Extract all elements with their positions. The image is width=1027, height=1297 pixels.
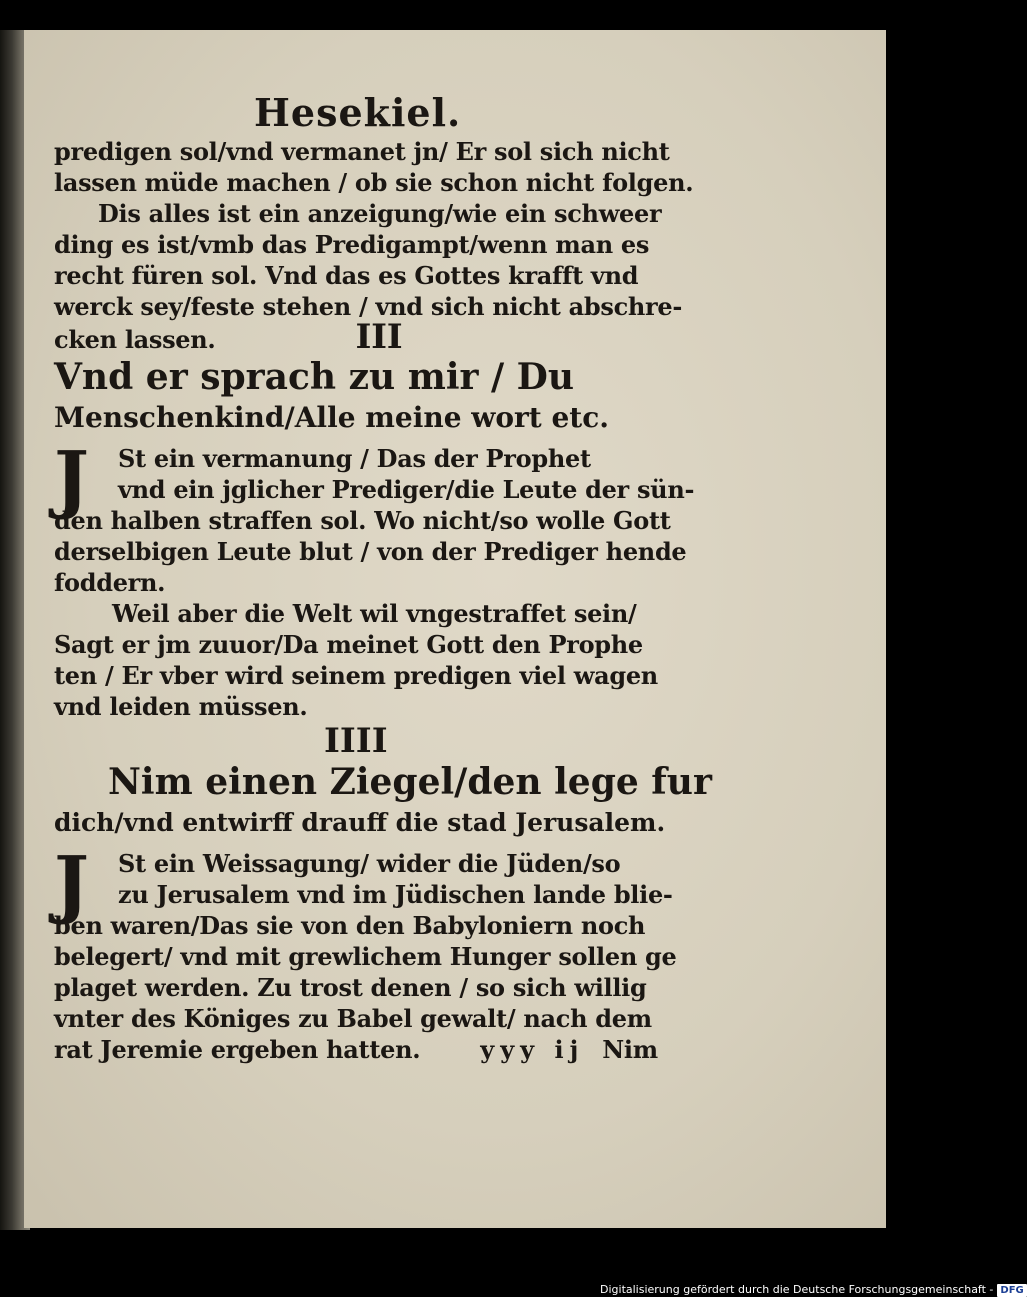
catchword: Nim: [602, 1035, 658, 1064]
text-line: zu Jerusalem vnd im Jüdischen lande blie-: [118, 880, 673, 909]
page-text-block: [54, 90, 712, 1065]
book-page: [24, 30, 886, 1228]
text-line: vnd leiden müssen.: [54, 692, 308, 721]
dfg-logo: DFG: [997, 1284, 1026, 1297]
text-line: den halben straffen sol. Wo nicht/so wolle Gott: [54, 506, 671, 535]
paragraph-3b: [54, 598, 694, 722]
text-line: plaget werden. Zu trost denen / so sich willig: [54, 973, 647, 1002]
text-line: [54, 317, 694, 357]
text-block-1: [54, 136, 694, 355]
last-line-text: rat Jeremie ergeben hatten.: [54, 1035, 421, 1064]
text-line: werck sey/feste stehen / vnd sich nicht abschre-: [54, 292, 683, 321]
text-line: lassen müde machen / ob sie schon nicht folgen.: [54, 168, 694, 197]
section-heading-4: Nim einen Ziegel/den lege fur: [108, 761, 712, 803]
text-line-last: [54, 1034, 694, 1065]
text-line: predigen sol/vnd vermanet jn/ Er sol sich nicht: [54, 137, 670, 166]
running-head: Hesekiel.: [254, 90, 462, 135]
credit-text: Digitalisierung gefördert durch die Deutsche Forschungsgemeinschaft -: [600, 1283, 994, 1296]
section-numeral-4: IIII: [324, 721, 388, 761]
text-line: foddern.: [54, 568, 166, 597]
text-line: ten / Er vber wird seinem predigen viel wagen: [54, 661, 658, 690]
paragraph-4: [54, 841, 694, 1065]
text-line: ding es ist/vmb das Predigampt/wenn man es: [54, 230, 650, 259]
drop-initial-4: J: [54, 841, 90, 927]
digitization-credit: [600, 1282, 1027, 1297]
text-line: belegert/ vnd mit grewlichem Hunger sollen ge: [54, 942, 677, 971]
section-heading-3: Vnd er sprach zu mir / Du: [54, 356, 575, 398]
text-line: St ein Weissagung/ wider die Jüden/so: [118, 849, 621, 878]
section-subheading-3: Menschenkind/Alle meine wort etc.: [54, 401, 610, 434]
drop-initial-3: J: [54, 436, 90, 522]
text-line: St ein vermanung / Das der Prophet: [118, 444, 591, 473]
text-line: derselbigen Leute blut / von der Prediger hende: [54, 537, 687, 566]
text-line: vnd ein jglicher Prediger/die Leute der sün-: [118, 475, 695, 504]
text-line: ben waren/Das sie von den Babyloniern noch: [54, 911, 646, 940]
text-line: Weil aber die Welt wil vngestraffet sein/: [112, 599, 637, 628]
section-numeral-3: III: [355, 317, 403, 357]
section-subheading-4: dich/vnd entwirff drauff die stad Jerusalem.: [54, 808, 666, 837]
text-line: Dis alles ist ein anzeigung/wie ein schweer: [98, 199, 662, 228]
paragraph-3: [54, 436, 695, 598]
text-line: Sagt er jm zuuor/Da meinet Gott den Prophe: [54, 630, 643, 659]
text-line-end: cken lassen.: [54, 325, 216, 354]
text-line: recht füren sol. Vnd das es Gottes krafft vnd: [54, 261, 639, 290]
signature-mark: yyy ij: [480, 1035, 585, 1064]
text-line: vnter des Königes zu Babel gewalt/ nach dem: [54, 1004, 652, 1033]
